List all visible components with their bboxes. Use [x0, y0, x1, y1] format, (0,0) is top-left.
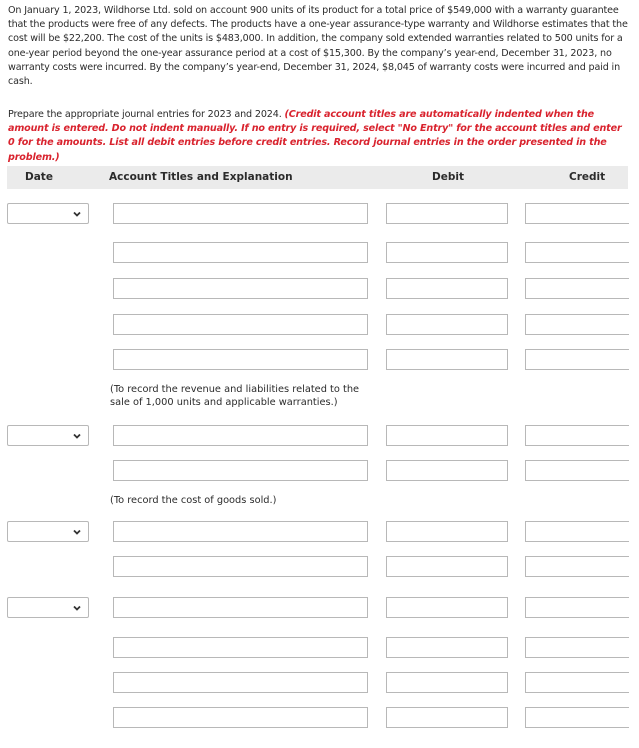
entry-2-line-2-debit[interactable]	[386, 460, 508, 481]
entry-3-date-select[interactable]	[7, 521, 89, 542]
chevron-down-icon	[71, 602, 83, 614]
entry-1-line-3-debit[interactable]	[386, 278, 508, 299]
entry-4-line-1-debit[interactable]	[386, 597, 508, 618]
header-credit: Credit	[569, 171, 606, 183]
entry-1-line-1-credit[interactable]	[525, 203, 629, 224]
entry-2-explanation: (To record the cost of goods sold.)	[110, 495, 277, 506]
entry-4-line-2-account[interactable]	[113, 637, 368, 658]
entry-3-line-2-credit[interactable]	[525, 556, 629, 577]
entry-1-line-1-debit[interactable]	[386, 203, 508, 224]
entry-1-line-3-account[interactable]	[113, 278, 368, 299]
entry-1-line-3-credit[interactable]	[525, 278, 629, 299]
header-date: Date	[25, 171, 53, 183]
journal-table-header	[7, 166, 628, 189]
entry-4-line-3-debit[interactable]	[386, 672, 508, 693]
instructions-lead: Prepare the appropriate journal entries for 2023 and 2024.	[8, 109, 285, 120]
entry-4-line-3-credit[interactable]	[525, 672, 629, 693]
entry-3-line-2-debit[interactable]	[386, 556, 508, 577]
entry-1-line-4-credit[interactable]	[525, 314, 629, 335]
entry-4-line-4-account[interactable]	[113, 707, 368, 728]
entry-3-line-1-account[interactable]	[113, 521, 368, 542]
entry-4-date-select[interactable]	[7, 597, 89, 618]
entry-4-line-2-debit[interactable]	[386, 637, 508, 658]
entry-2-line-2-credit[interactable]	[525, 460, 629, 481]
entry-4-line-4-debit[interactable]	[386, 707, 508, 728]
entry-4-line-4-credit[interactable]	[525, 707, 629, 728]
entry-2-line-1-account[interactable]	[113, 425, 368, 446]
entry-2-date-select[interactable]	[7, 425, 89, 446]
entry-4-line-1-account[interactable]	[113, 597, 368, 618]
entry-1-line-2-debit[interactable]	[386, 242, 508, 263]
entry-1-line-1-account[interactable]	[113, 203, 368, 224]
entry-2-line-2-account[interactable]	[113, 460, 368, 481]
instructions-note: (Credit account titles are automatically indented when the amount is entered. Do not indent manually. If no entry is required, select "No Entry" for the account titles and enter 0 for the amounts. List all debit entries before credit entries. Record journal entries in the order presented in the problem.)	[8, 109, 622, 163]
problem-statement: On January 1, 2023, Wildhorse Ltd. sold on account 900 units of its product for a total price of $549,000 with a warranty guarantee that the products were free of any defects. The products have a one-year assurance-type warranty and Wildhorse estimates that the cost will be $22,200. The cost of the units is $483,000. In addition, the company sold extended warranties related to 500 units for a one-year period beyond the one-year assurance period at a cost of $15,300. By the company’s year-end, December 31, 2023, no warranty costs were incurred. By the company’s year-end, December 31, 2024, $8,045 of warranty costs were incurred and paid in cash.	[8, 5, 628, 88]
entry-1-date-select[interactable]	[7, 203, 89, 224]
entry-3-line-2-account[interactable]	[113, 556, 368, 577]
entry-1-line-5-debit[interactable]	[386, 349, 508, 370]
entry-4-line-2-credit[interactable]	[525, 637, 629, 658]
entry-2-line-1-debit[interactable]	[386, 425, 508, 446]
entry-1-line-5-credit[interactable]	[525, 349, 629, 370]
header-account-titles: Account Titles and Explanation	[109, 171, 293, 183]
header-debit: Debit	[432, 171, 464, 183]
entry-1-line-4-debit[interactable]	[386, 314, 508, 335]
entry-1-line-4-account[interactable]	[113, 314, 368, 335]
entry-2-line-1-credit[interactable]	[525, 425, 629, 446]
chevron-down-icon	[71, 208, 83, 220]
entry-3-line-1-credit[interactable]	[525, 521, 629, 542]
entry-3-line-1-debit[interactable]	[386, 521, 508, 542]
instructions	[8, 108, 630, 165]
chevron-down-icon	[71, 430, 83, 442]
entry-1-line-5-account[interactable]	[113, 349, 368, 370]
chevron-down-icon	[71, 526, 83, 538]
entry-4-line-1-credit[interactable]	[525, 597, 629, 618]
entry-1-line-2-credit[interactable]	[525, 242, 629, 263]
entry-4-line-3-account[interactable]	[113, 672, 368, 693]
entry-1-explanation: (To record the revenue and liabilities related to the sale of 1,000 units and applicable warranties.)	[110, 384, 360, 408]
entry-1-line-2-account[interactable]	[113, 242, 368, 263]
